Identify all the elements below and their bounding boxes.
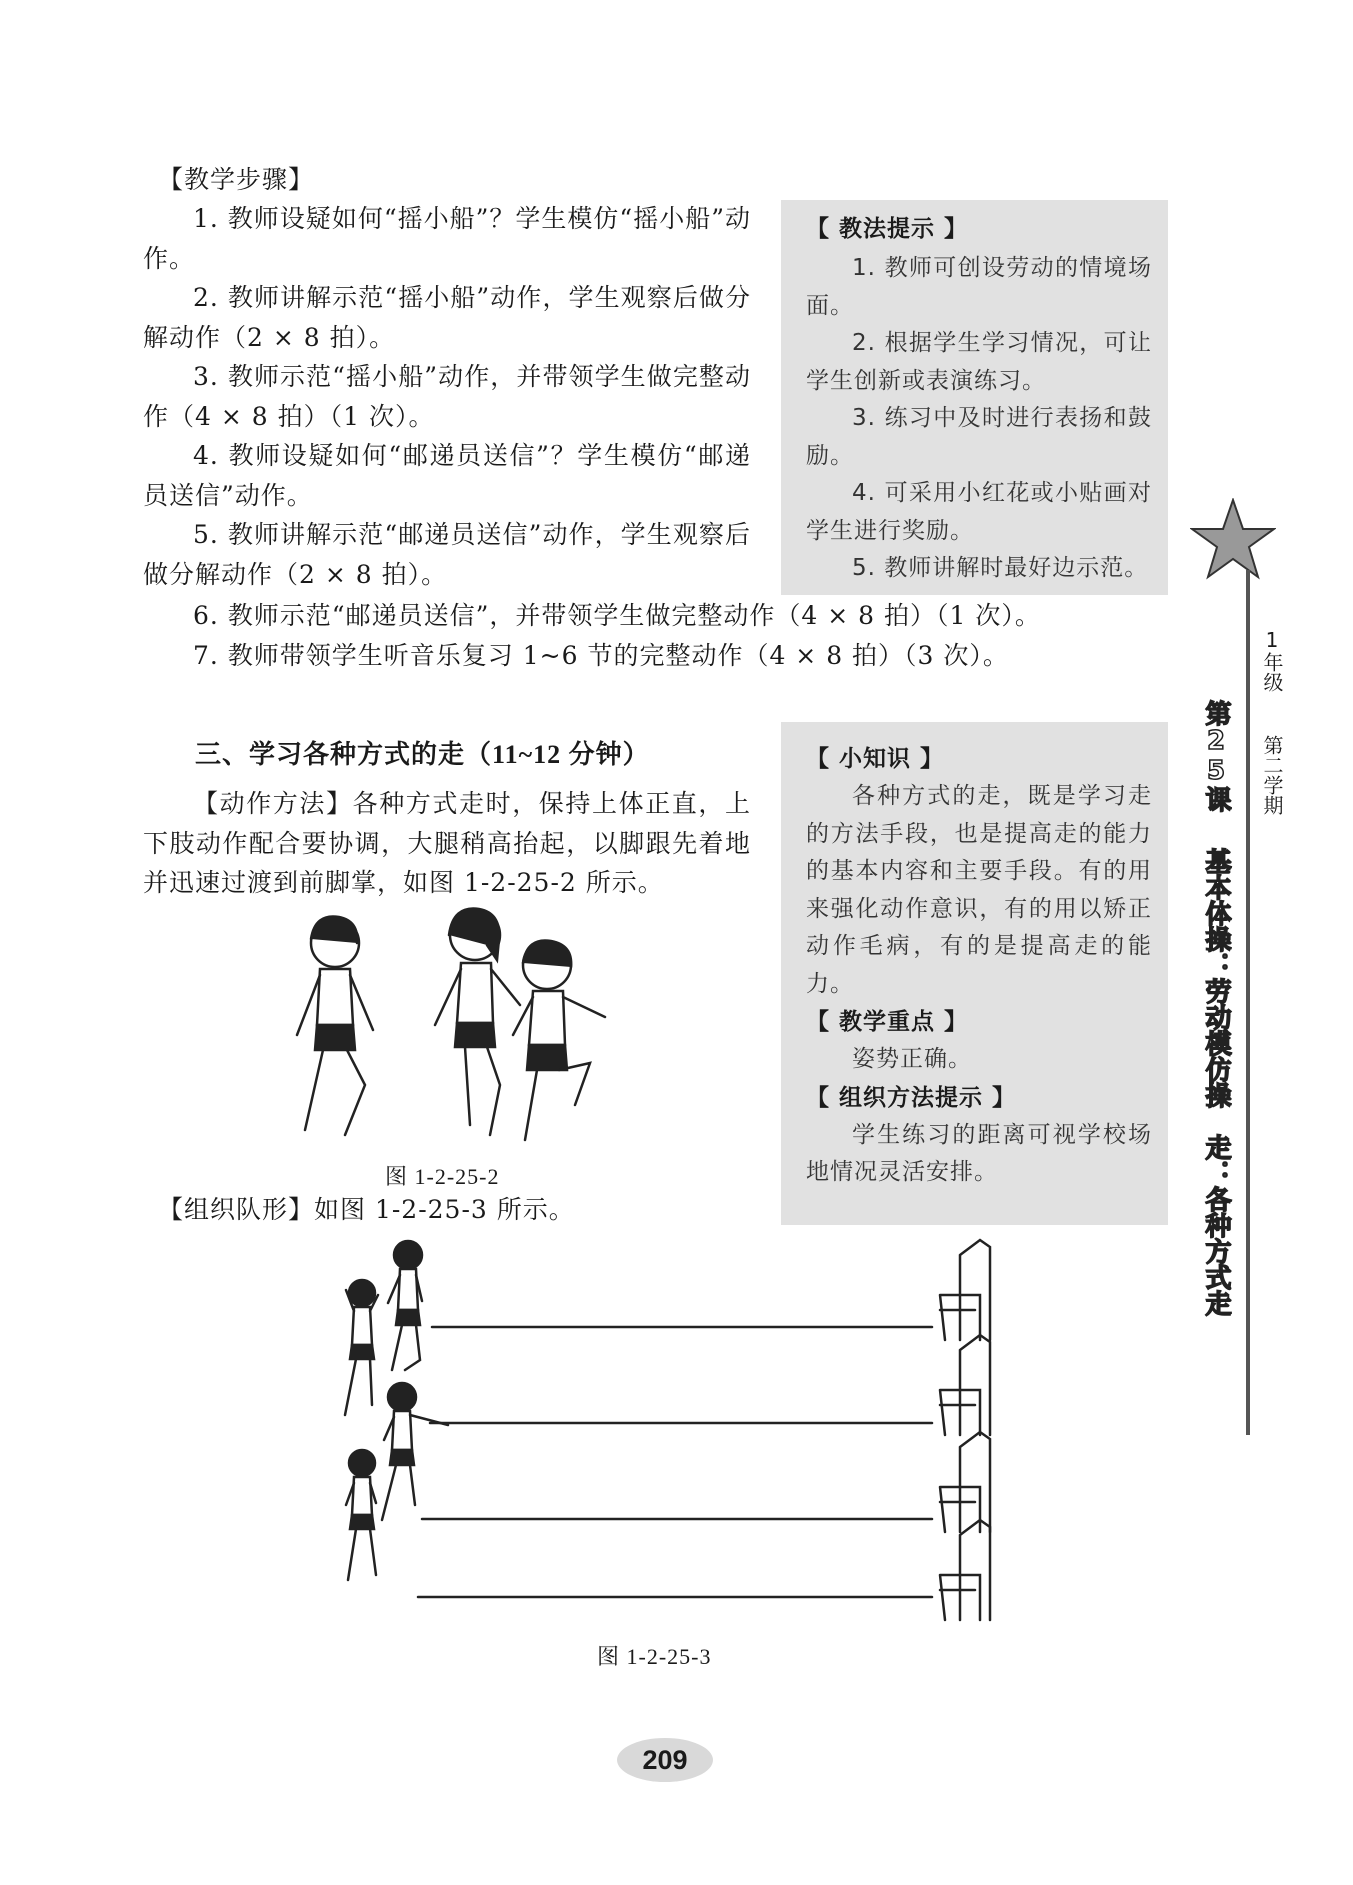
chair <box>940 1520 990 1620</box>
margin-rule <box>1246 570 1250 1435</box>
child-body <box>317 969 353 1025</box>
tip-item: 3. 练习中及时进行表扬和鼓励。 <box>806 405 1152 469</box>
figure-formation <box>320 1235 1010 1630</box>
formation-text: 【组织队形】如图 1-2-25-3 所示。 <box>158 1195 575 1224</box>
child-figure <box>346 1450 376 1580</box>
term-label: 第二学期 <box>1260 735 1284 815</box>
page-number: 209 <box>617 1738 713 1782</box>
knowledge-title: 【 小知识 】 <box>806 746 945 772</box>
child-leg <box>525 1063 590 1140</box>
figure-caption: 图 1-2-25-2 <box>385 1164 500 1189</box>
step-1: 1. 教师设疑如何“摇小船”？学生模仿“摇小船”动作。 <box>143 204 751 273</box>
child-shorts <box>527 1045 567 1070</box>
step-3: 3. 教师示范“摇小船”动作，并带领学生做完整动作（4 × 8 拍）（1 次）。 <box>143 362 751 431</box>
focus-text: 姿势正确。 <box>852 1046 972 1072</box>
teaching-tips-title: 【 教法提示 】 <box>806 216 969 242</box>
child-leg <box>465 1047 500 1135</box>
chair <box>940 1240 990 1340</box>
topic-label: 基本体操：劳动模仿操 走：各种方式走 <box>1201 848 1231 1316</box>
method-text: 【动作方法】各种方式走时，保持上体正直，上下肢动作配合要协调，大腿稍高抬起，以脚跟先着地并迅速过渡到前脚掌，如图 1-2-25-2 所示。 <box>143 789 751 897</box>
star-icon <box>1190 498 1276 580</box>
figure-walking-children <box>275 905 625 1145</box>
figure-caption: 图 1-2-25-3 <box>597 1644 712 1669</box>
teaching-tips-box <box>781 200 1168 595</box>
child-body <box>457 963 493 1023</box>
tip-item: 2. 根据学生学习情况，可让学生创新或表演练习。 <box>806 330 1152 394</box>
child-figure <box>388 1241 422 1370</box>
steps-heading: 【教学步骤】 <box>158 165 315 194</box>
step-2: 2. 教师讲解示范“摇小船”动作，学生观察后做分解动作（2 × 8 拍）。 <box>143 283 751 352</box>
tip-item: 1. 教师可创设劳动的情境场面。 <box>806 255 1152 319</box>
child-shorts <box>455 1023 495 1047</box>
tip-item: 4. 可采用小红花或小贴画对学生进行奖励。 <box>806 480 1152 544</box>
step-4: 4. 教师设疑如何“邮递员送信”？学生模仿“邮递员送信”动作。 <box>143 441 751 510</box>
step-7: 7. 教师带领学生听音乐复习 1~6 节的完整动作（4 × 8 拍）（3 次）。 <box>193 641 1009 670</box>
child-hair <box>311 916 357 943</box>
org-text: 学生练习的距离可视学校场地情况灵活安排。 <box>806 1121 1152 1185</box>
child-figure <box>382 1383 448 1520</box>
grade-label: 1年级 <box>1260 628 1284 692</box>
focus-title: 【 教学重点 】 <box>806 1009 969 1035</box>
chair <box>940 1335 990 1435</box>
child-figure <box>345 1280 378 1415</box>
lesson-label: 第25课 <box>1201 700 1231 812</box>
knowledge-text: 各种方式的走，既是学习走的方法手段，也是提高走的能力的基本内容和主要手段。有的用来强化动作意识，有的用以矫正动作毛病，有的是提高走的能力。 <box>806 783 1152 997</box>
step-6: 6. 教师示范“邮递员送信”，并带领学生做完整动作（4 × 8 拍）（1 次）。 <box>193 601 1041 630</box>
tip-item: 5. 教师讲解时最好边示范。 <box>852 555 1149 581</box>
child-shorts <box>315 1025 355 1050</box>
child-body <box>529 991 565 1045</box>
child-hair <box>523 940 571 967</box>
child-leg <box>305 1050 365 1135</box>
section-title: 三、学习各种方式的走（11~12 分钟） <box>195 740 650 769</box>
org-title: 【 组织方法提示 】 <box>806 1084 1017 1111</box>
chair <box>940 1432 990 1532</box>
step-5: 5. 教师讲解示范“邮递员送信”动作，学生观察后做分解动作（2 × 8 拍）。 <box>143 520 751 589</box>
knowledge-box <box>781 722 1168 1225</box>
